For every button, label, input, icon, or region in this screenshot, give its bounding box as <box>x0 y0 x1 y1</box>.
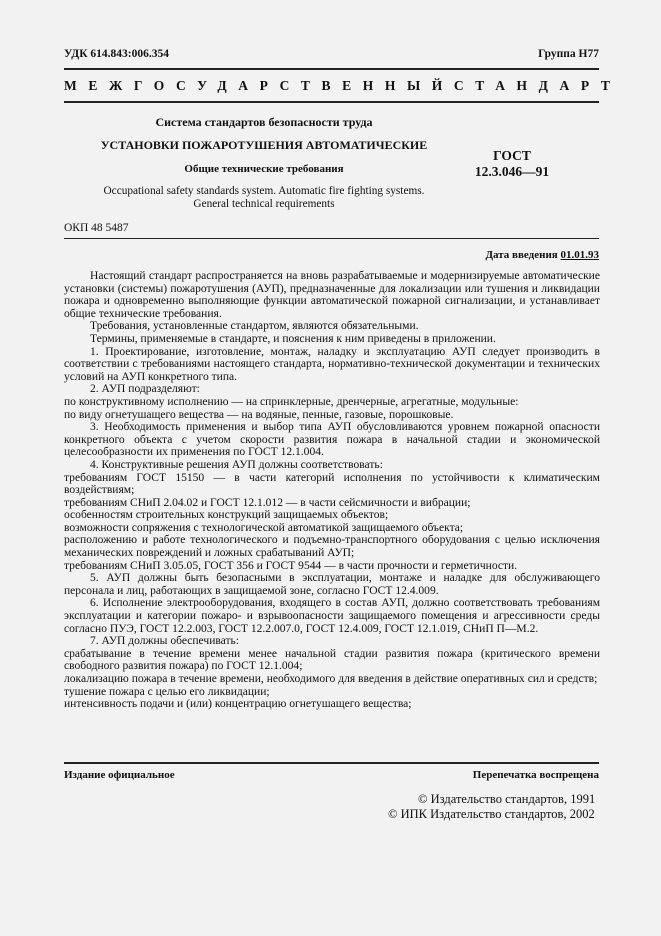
body-paragraph: требованиям ГОСТ 15150 — в части категорий исполнения по устойчивости к климатическим воздействиям; <box>64 471 600 497</box>
english-title <box>64 185 464 211</box>
copyright-block <box>388 792 595 822</box>
gost-number: 12.3.046—91 <box>474 164 550 179</box>
system-title: Система стандартов безопасности труда <box>155 115 373 129</box>
top-rule <box>64 68 599 70</box>
body-paragraph: Настоящий стандарт распространяется на вновь разрабатываемые и модернизируемые автоматические установки (системы) пожаротушения (АУП), предназначенные для локализации или тушения и ликвидации пожара и одновременно выполняющие функции автоматической пожарной сигнализации, и устанавливает общие технические требования. <box>64 270 600 320</box>
intro-date <box>485 249 599 261</box>
body-paragraph: особенностям строительных конструкций защищаемых объектов; <box>64 509 389 522</box>
body-paragraph: Термины, применяемые в стандарте, и пояснения к ним приведены в приложении. <box>90 332 496 345</box>
interstate-standard-banner <box>64 78 622 94</box>
body-paragraph: тушение пожара с целью его ликвидации; <box>64 685 270 698</box>
body-paragraph: требованиям СНиП 2.04.02 и ГОСТ 12.1.012 — в части сейсмичности и вибрации; <box>64 496 471 509</box>
body-paragraph: по виду огнетушащего вещества — на водяные, пенные, газовые, порошковые. <box>64 408 454 421</box>
english-title-line2: General technical requirements <box>193 198 335 210</box>
reprint-prohibited-label: Перепечатка воспрещена <box>472 769 599 781</box>
body-paragraph: расположению и работе технологического и подъемно-транспортного оборудования с целью исключения механических повреждений и ложных срабатываний АУП; <box>64 534 600 560</box>
body-paragraph: требованиям СНиП 3.05.05, ГОСТ 356 и ГОСТ 9544 — в части прочности и герметичности. <box>64 559 518 572</box>
copyright-2002: © ИПК Издательство стандартов, 2002 <box>388 807 595 821</box>
body-paragraph: Требования, установленные стандартом, являются обязательными. <box>90 320 419 333</box>
body-paragraph: 4. Конструктивные решения АУП должны соответствовать: <box>90 458 383 471</box>
body-paragraph: 3. Необходимость применения и выбор типа АУП обусловливаются уровнем пожарной опасности конкретного объекта с учетом скорости развития пожара в начальной стадии и экономической целесообразности их применения по ГОСТ 12.1.004. <box>64 421 600 459</box>
body-paragraph: 6. Исполнение электрооборудования, входящего в состав АУП, должно соответствовать требованиям эксплуатации и категории пожаро- и взрывоопасности защищаемого помещения и агрессивности среды согласно ПУЭ, ГОСТ 12.2.003, ГОСТ 12.2.007.0, ГОСТ 12.4.009, ГОСТ 12.1.019, СНиП П—М.2. <box>64 597 600 635</box>
banner-word-standard: СТАНДАРТ <box>453 78 622 93</box>
body-paragraph: 1. Проектирование, изготовление, монтаж, наладку и эксплуатацию АУП следует производить в соответствии с требованиями настоящего стандарта, нормативно-технической документации и технических условий на АУП конкретного типа. <box>64 345 600 383</box>
english-title-line1: Occupational safety standards system. Automatic fire fighting systems. <box>103 185 425 197</box>
body-paragraph: интенсивность подачи и (или) концентрацию огнетушащего вещества; <box>64 698 412 711</box>
document-subtitle: Общие технические требования <box>184 163 344 175</box>
body-paragraph: срабатывание в течение времени менее начальной стадии развития пожара (критического времени свободного развития пожара) по ГОСТ 12.1.004; <box>64 647 600 673</box>
banner-rule <box>64 101 599 103</box>
gost-designation <box>440 148 584 180</box>
body-paragraph: локализацию пожара в течение времени, необходимого для введения в действие оперативных сил и средств; <box>64 673 598 685</box>
intro-date-label: Дата введения <box>485 249 558 261</box>
standard-body-text <box>64 270 600 711</box>
body-paragraph: 5. АУП должны быть безопасными в эксплуатации, монтаже и наладке для обслуживающего персонала и лиц, работающих в защищаемой зоне, согласно ГОСТ 12.4.009. <box>64 572 600 597</box>
copyright-1991: © Издательство стандартов, 1991 <box>418 792 596 806</box>
okp-rule <box>64 238 599 239</box>
okp-code: ОКП 48 5487 <box>64 222 129 234</box>
document-title: УСТАНОВКИ ПОЖАРОТУШЕНИЯ АВТОМАТИЧЕСКИЕ <box>100 138 428 152</box>
banner-word-interstate: МЕЖГОСУДАРСТВЕННЫЙ <box>64 78 454 93</box>
intro-date-value: 01.01.93 <box>560 249 599 261</box>
official-edition-label: Издание официальное <box>64 769 175 781</box>
body-paragraph: 2. АУП подразделяют: <box>90 383 200 396</box>
footer-rule <box>64 762 599 764</box>
body-paragraph: по конструктивному исполнению — на спринклерные, дренчерные, агрегатные, модульные: <box>64 395 519 408</box>
gost-label: ГОСТ <box>493 148 531 163</box>
group-code: Группа Н77 <box>538 48 599 60</box>
udc-code: УДК 614.843:006.354 <box>64 48 169 60</box>
body-paragraph: возможности сопряжения с технологической автоматикой защищаемого объекта; <box>64 521 464 534</box>
body-paragraph: 7. АУП должны обеспечивать: <box>90 635 240 648</box>
